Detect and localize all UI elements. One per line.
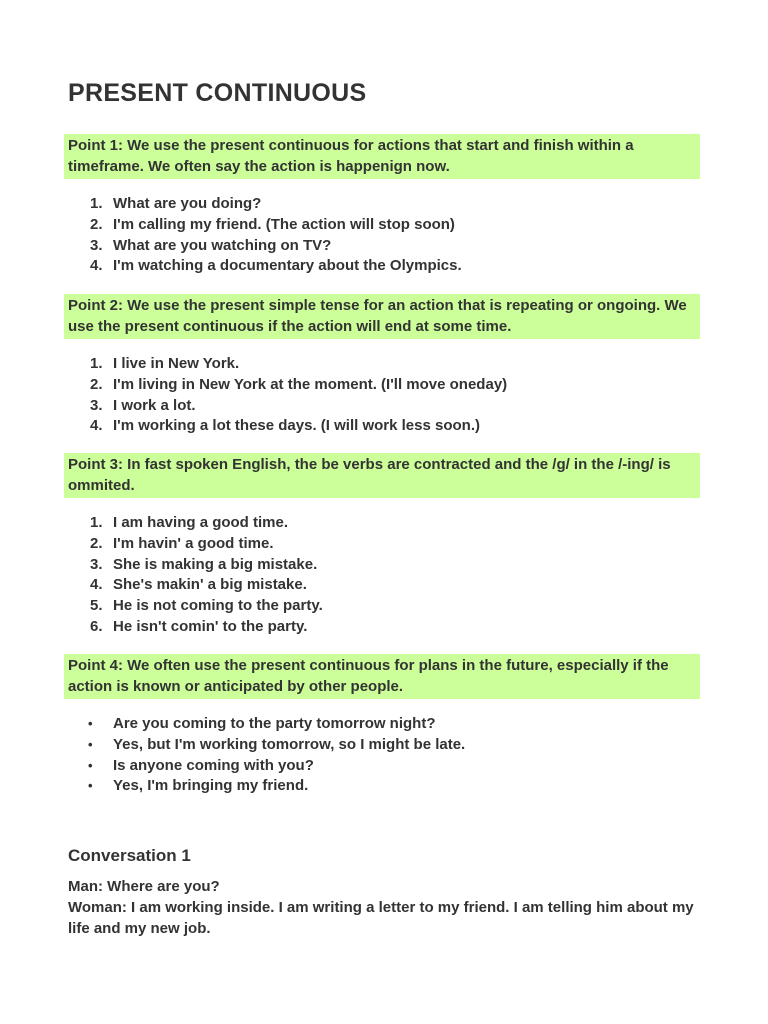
list-item (68, 375, 507, 396)
page-title: PRESENT CONTINUOUS (68, 79, 367, 107)
list-marker: 5. (90, 597, 103, 615)
list-item-text: Is anyone coming with you? (113, 756, 314, 774)
list-item-text: Yes, but I'm working tomorrow, so I might be late. (113, 735, 466, 753)
point-3-highlight: Point 3: In fast spoken English, the be verbs are contracted and the /g/ in the /-ing/ is ommited. (64, 453, 700, 498)
list-item-text: I am having a good time. (113, 514, 289, 531)
bullet-icon: • (88, 757, 93, 773)
conversation-heading: Conversation 1 (68, 846, 191, 865)
list-item-text: What are you doing? (113, 195, 262, 212)
list-item-text: I'm living in New York at the moment. (I'll move oneday) (113, 375, 508, 393)
list-item-text: I'm havin' a good time. (113, 534, 274, 552)
bullet-icon: • (88, 716, 93, 731)
list-marker: 2. (90, 215, 103, 233)
list-item-text: I'm working a lot these days. (I will work less soon.) (113, 417, 480, 435)
list-item-text: I live in New York. (113, 355, 240, 372)
list-item-text: He isn't comin' to the party. (113, 617, 308, 635)
point-4-examples (68, 714, 465, 797)
list-item (68, 534, 323, 555)
list-item (68, 513, 323, 534)
list-item (68, 735, 465, 756)
list-item-text: She's makin' a big mistake. (113, 576, 307, 594)
conversation-body (68, 876, 704, 939)
list-item-text: I work a lot. (113, 396, 196, 414)
point-3-examples (68, 513, 323, 638)
list-marker: 1. (90, 355, 103, 372)
point-4-highlight: Point 4: We often use the present continuous for plans in the future, especially if the action is known or anticipated by other people. (64, 654, 700, 699)
list-item (68, 416, 507, 437)
list-item (68, 256, 462, 277)
list-marker: 3. (90, 555, 103, 573)
list-item (68, 555, 323, 576)
list-item-text: He is not coming to the party. (113, 597, 323, 615)
list-item-text: Are you coming to the party tomorrow night? (113, 715, 436, 732)
list-item (68, 236, 462, 257)
point-1-highlight: Point 1: We use the present continuous for actions that start and finish within a timeframe. We often say the action is happenign now. (64, 134, 700, 179)
point-1-examples (68, 194, 462, 277)
list-item-text: Yes, I'm bringing my friend. (113, 777, 309, 795)
list-item (68, 194, 462, 215)
list-marker: 1. (90, 195, 103, 212)
list-item-text: I'm watching a documentary about the Olympics. (113, 257, 462, 275)
list-item (68, 575, 323, 596)
list-marker: 1. (90, 514, 103, 531)
list-item-text: I'm calling my friend. (The action will stop soon) (113, 215, 455, 233)
list-item (68, 776, 465, 797)
list-item (68, 714, 465, 735)
list-marker: 4. (90, 417, 103, 435)
point-2-highlight: Point 2: We use the present simple tense for an action that is repeating or ongoing. We use the present continuous if the action will end at some time. (64, 294, 700, 339)
list-item (68, 617, 323, 638)
list-item (68, 596, 323, 617)
list-marker: 4. (90, 257, 103, 275)
list-item (68, 396, 507, 417)
conversation-line: Woman: I am working inside. I am writing a letter to my friend. I am telling him about my life and my new job. (68, 899, 694, 937)
bullet-icon: • (88, 778, 93, 794)
point-2-examples (68, 354, 507, 437)
list-item-text: What are you watching on TV? (113, 236, 332, 254)
list-item (68, 354, 507, 375)
list-marker: 2. (90, 534, 103, 552)
list-marker: 3. (90, 396, 103, 414)
list-marker: 4. (90, 576, 103, 594)
conversation-line: Man: Where are you? (68, 878, 220, 895)
bullet-icon: • (88, 736, 93, 752)
list-item (68, 756, 465, 777)
list-marker: 3. (90, 236, 103, 254)
list-marker: 6. (90, 617, 103, 635)
list-item (68, 215, 462, 236)
list-marker: 2. (90, 375, 103, 393)
list-item-text: She is making a big mistake. (113, 555, 318, 573)
